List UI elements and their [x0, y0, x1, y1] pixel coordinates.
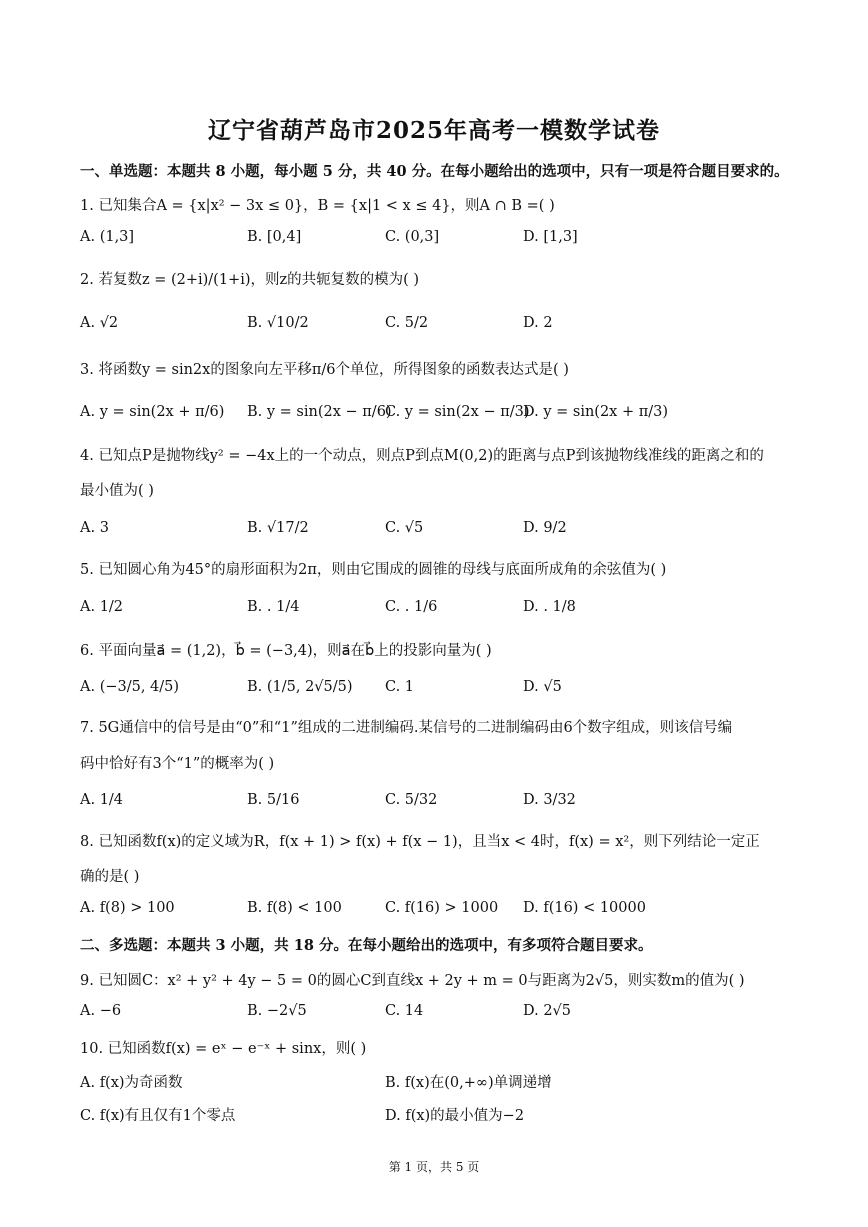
question-9-options — [80, 1003, 800, 1025]
option-a: A. 1/4 — [80, 792, 124, 808]
section-heading-single-choice: 一、单选题：本题共 8 小题，每小题 5 分，共 40 分。在每小题给出的选项中，只有一项是符合题目要求的。 — [80, 163, 789, 180]
option-a: A. f(8) > 100 — [80, 900, 175, 916]
question-7-options — [80, 792, 800, 814]
option-d: D. 9/2 — [523, 520, 567, 536]
option-c: C. √5 — [385, 520, 424, 536]
question-8-stem: 8. 已知函数f(x)的定义域为R，f(x + 1) > f(x) + f(x − 1)，且当x < 4时，f(x) = x²，则下列结论一定正 — [80, 834, 760, 850]
question-10-stem: 10. 已知函数f(x) = eˣ − e⁻ˣ + sinx，则( ) — [80, 1041, 367, 1057]
option-d: D. √5 — [523, 679, 562, 695]
option-d: D. [1,3] — [523, 229, 578, 245]
option-b: B. (1/5, 2√5/5) — [247, 679, 353, 695]
option-c: C. 5/2 — [385, 315, 429, 331]
option-c: C. . 1/6 — [385, 599, 438, 615]
option-a: A. (1,3] — [80, 229, 135, 245]
question-3-options — [80, 404, 800, 426]
option-d: D. 2√5 — [523, 1003, 572, 1019]
option-b: B. −2√5 — [247, 1003, 307, 1019]
question-4-stem: 4. 已知点P是抛物线y² = −4x上的一个动点，则点P到点M(0,2)的距离与点P到该抛物线准线的距离之和的 — [80, 448, 764, 464]
page-title: 辽宁省葫芦岛市2025年高考一模数学试卷 — [207, 117, 660, 144]
option-a: A. 3 — [80, 520, 109, 536]
question-7-stem: 7. 5G通信中的信号是由“0”和“1”组成的二进制编码.某信号的二进制编码由6个数字组成，则该信号编 — [80, 720, 733, 736]
option-b: B. √10/2 — [247, 315, 309, 331]
option-b: B. . 1/4 — [247, 599, 300, 615]
option-b: B. 5/16 — [247, 792, 300, 808]
question-9-stem: 9. 已知圆C：x² + y² + 4y − 5 = 0的圆心C到直线x + 2y + m = 0与距离为2√5，则实数m的值为( ) — [80, 973, 745, 989]
question-10-options-row2 — [80, 1104, 800, 1126]
option-c: C. f(16) > 1000 — [385, 900, 499, 916]
page-footer: 第 1 页，共 5 页 — [388, 1160, 480, 1174]
option-b: B. √17/2 — [247, 520, 309, 536]
question-10-options-row1 — [80, 1071, 800, 1093]
option-c: C. 5/32 — [385, 792, 438, 808]
option-b: B. y = sin(2x − π/6) — [247, 404, 392, 420]
option-b: B. f(8) < 100 — [247, 900, 342, 916]
section-heading-multiple-choice: 二、多选题：本题共 3 小题，共 18 分。在每小题给出的选项中，有多项符合题目要求。 — [80, 937, 653, 954]
option-d: D. y = sin(2x + π/3) — [523, 404, 669, 420]
question-2-options — [80, 315, 800, 337]
question-1-options — [80, 229, 800, 251]
option-b: B. f(x)在(0,+∞)单调递增 — [385, 1075, 552, 1091]
option-d: D. f(16) < 10000 — [523, 900, 646, 916]
option-c: C. f(x)有且仅有1个零点 — [80, 1108, 236, 1124]
question-5-stem: 5. 已知圆心角为45°的扇形面积为2π，则由它围成的圆锥的母线与底面所成角的余弦值为( ) — [80, 562, 667, 578]
option-c: C. y = sin(2x − π/3) — [385, 404, 530, 420]
question-1-stem: 1. 已知集合A = {x|x² − 3x ≤ 0}，B = {x|1 < x ≤ 4}，则A ∩ B =( ) — [80, 198, 555, 214]
option-a: A. 1/2 — [80, 599, 124, 615]
option-a: A. (−3/5, 4/5) — [80, 679, 180, 695]
question-2-stem: 2. 若复数z = (2+i)/(1+i)，则z的共轭复数的模为( ) — [80, 272, 420, 288]
question-7-stem-continued: 码中恰好有3个“1”的概率为( ) — [80, 756, 275, 772]
option-b: B. [0,4] — [247, 229, 302, 245]
option-a: A. f(x)为奇函数 — [80, 1075, 183, 1091]
question-3-stem: 3. 将函数y = sin2x的图象向左平移π/6个单位，所得图象的函数表达式是( ) — [80, 362, 569, 378]
option-a: A. −6 — [80, 1003, 122, 1019]
question-5-options — [80, 599, 800, 621]
option-a: A. √2 — [80, 315, 119, 331]
option-a: A. y = sin(2x + π/6) — [80, 404, 225, 420]
question-6-stem: 6. 平面向量a⃗ = (1,2)，b⃗ = (−3,4)，则a⃗在b⃗上的投影向量为( ) — [80, 643, 492, 659]
question-6-options — [80, 679, 800, 701]
option-d: D. 2 — [523, 315, 553, 331]
question-4-options — [80, 520, 800, 542]
option-c: C. 1 — [385, 679, 415, 695]
option-c: C. (0,3] — [385, 229, 440, 245]
option-d: D. f(x)的最小值为−2 — [385, 1108, 525, 1124]
question-4-stem-continued: 最小值为( ) — [80, 483, 154, 499]
option-c: C. 14 — [385, 1003, 424, 1019]
option-d: D. . 1/8 — [523, 599, 576, 615]
question-8-options — [80, 900, 800, 922]
option-d: D. 3/32 — [523, 792, 576, 808]
question-8-stem-continued: 确的是( ) — [80, 869, 140, 885]
